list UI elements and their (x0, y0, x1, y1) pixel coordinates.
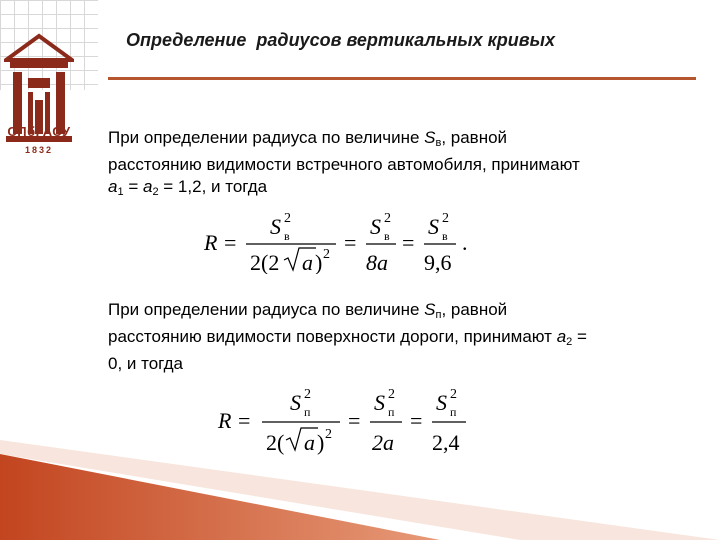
p2-line2-end: = (572, 327, 587, 346)
f2-den3: 2,4 (432, 430, 460, 455)
f2-den1-end: ) (317, 430, 325, 455)
p2-a2: a (556, 327, 567, 346)
f1-equals-3: = (402, 230, 415, 255)
p1-line2: расстоянию видимости встречного автомобиля, принимают (108, 155, 580, 174)
logo-year: 1832 (24, 145, 54, 155)
f1-den1-end: ) (315, 250, 323, 274)
f2-equals-1: = (238, 408, 251, 433)
f1-num2: S (370, 214, 381, 239)
f1-num1-pow: 2 (284, 211, 291, 226)
f2-num2-sub: п (388, 405, 395, 419)
f2-den1: 2( (266, 430, 285, 455)
p2-text: При определении радиуса по величине (108, 300, 425, 319)
f1-num2-pow: 2 (384, 211, 391, 226)
p1-a1-sub: 1 (117, 186, 124, 198)
f1-num1-sub: в (284, 229, 290, 243)
f1-num3: S (428, 214, 439, 239)
p1-text-end: , равной (441, 128, 508, 147)
university-logo-icon (4, 22, 74, 162)
f1-lhs: R (204, 230, 218, 255)
p2-var: S (424, 300, 436, 319)
f1-num3-pow: 2 (442, 211, 449, 226)
p1-a2: a (142, 177, 153, 196)
f2-equals-3: = (410, 408, 423, 433)
f1-den1-var: a (302, 250, 313, 274)
f2-num3: S (436, 390, 447, 415)
title-underline (108, 77, 696, 80)
slide-title: Определение радиусов вертикальных кривых (126, 30, 555, 50)
bottom-wedge-decoration (0, 440, 720, 540)
paragraph-2 (108, 299, 698, 375)
p2-a2-sub: 2 (566, 336, 573, 348)
logo-text: СПбГАСУ (7, 124, 71, 139)
p1-var: S (424, 128, 436, 147)
p1-var-sub: в (435, 137, 442, 149)
f1-den1: 2(2 (250, 250, 280, 274)
f1-period: . (462, 230, 468, 255)
p1-line3-tail: = 1,2, и тогда (158, 177, 268, 196)
f2-den1-var: a (304, 430, 315, 455)
f2-den2: 2a (372, 430, 394, 455)
p2-line3: 0, и тогда (108, 354, 183, 373)
f2-num3-pow: 2 (450, 387, 457, 402)
f1-num2-sub: в (384, 229, 390, 243)
p1-text: При определении радиуса по величине (108, 128, 425, 147)
p1-a2-sub: 2 (152, 186, 159, 198)
f1-equals-1: = (224, 230, 237, 255)
f1-den1-pow: 2 (323, 247, 330, 262)
f2-num2-pow: 2 (388, 387, 395, 402)
f2-num1: S (290, 390, 301, 415)
f1-num3-sub: в (442, 229, 448, 243)
p2-line2: расстоянию видимости поверхности дороги, принимают (108, 327, 557, 346)
p2-var-sub: п (435, 309, 442, 321)
p1-eq: = (123, 177, 143, 196)
f1-equals-2: = (344, 230, 357, 255)
f1-den2: 8a (366, 250, 388, 274)
p2-text-end: , равной (441, 300, 508, 319)
f2-num1-pow: 2 (304, 387, 311, 402)
f2-num1-sub: п (304, 405, 311, 419)
f2-equals-2: = (348, 408, 361, 433)
f2-lhs: R (218, 408, 232, 433)
formula-1 (200, 208, 480, 274)
paragraph-1 (108, 127, 698, 203)
f1-num1: S (270, 214, 281, 239)
f2-num3-sub: п (450, 405, 457, 419)
f2-den1-pow: 2 (325, 427, 332, 442)
f2-num2: S (374, 390, 385, 415)
f1-den3: 9,6 (424, 250, 452, 274)
p1-a1: a (108, 177, 118, 196)
